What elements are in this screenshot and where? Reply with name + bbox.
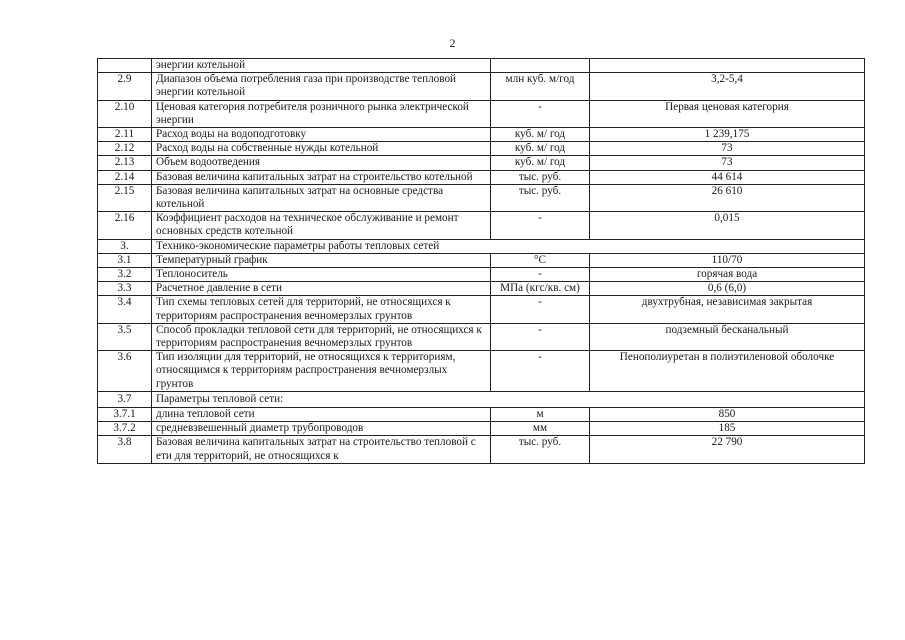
row-value: 0,015 — [590, 212, 865, 239]
row-parameter: Теплоноситель — [152, 268, 491, 282]
row-parameter: Расход воды на водоподготовку — [152, 128, 491, 142]
page-number: 2 — [449, 36, 456, 50]
row-number: 2.13 — [98, 156, 152, 170]
row-parameter: Расход воды на собственные нужды котельной — [152, 142, 491, 156]
row-parameter: Базовая величина капитальных затрат на строительство котельной — [152, 170, 491, 184]
row-value: 0,6 (6,0) — [590, 282, 865, 296]
row-number: 3.6 — [98, 351, 152, 392]
table-row — [98, 408, 865, 422]
row-unit: - — [491, 296, 590, 323]
row-unit: куб. м/ год — [491, 142, 590, 156]
row-number: 2.12 — [98, 142, 152, 156]
row-unit: куб. м/ год — [491, 128, 590, 142]
row-value: 73 — [590, 156, 865, 170]
parameters-table — [97, 58, 865, 464]
section-heading: Технико-экономические параметры работы тепловых сетей — [152, 239, 865, 253]
row-value: Первая ценовая категория — [590, 100, 865, 127]
table-row — [98, 170, 865, 184]
row-unit: °С — [491, 253, 590, 267]
row-parameter: Температурный график — [152, 253, 491, 267]
row-parameter: энергии котельной — [152, 59, 491, 73]
row-unit: тыс. руб. — [491, 170, 590, 184]
row-value: 185 — [590, 422, 865, 436]
row-value: 3,2-5,4 — [590, 73, 865, 100]
table-row — [98, 156, 865, 170]
row-value: 22 790 — [590, 436, 865, 463]
table-row — [98, 184, 865, 211]
row-parameter: Диапазон объема потребления газа при производстве тепловой энергии котельной — [152, 73, 491, 100]
row-unit: тыс. руб. — [491, 184, 590, 211]
row-number: 2.16 — [98, 212, 152, 239]
row-unit: млн куб. м/год — [491, 73, 590, 100]
table-row — [98, 323, 865, 350]
group-heading-row — [98, 391, 865, 407]
table-row — [98, 253, 865, 267]
row-parameter: длина тепловой сети — [152, 408, 491, 422]
row-number: 3.7.1 — [98, 408, 152, 422]
row-parameter: Базовая величина капитальных затрат на основные средства котельной — [152, 184, 491, 211]
row-parameter: Базовая величина капитальных затрат на строительство тепловой с ети для территорий, не относящихся к — [152, 436, 491, 463]
row-number: 2.15 — [98, 184, 152, 211]
table-row — [98, 142, 865, 156]
row-parameter: Коэффициент расходов на техническое обслуживание и ремонт основных средств котельной — [152, 212, 491, 239]
row-number: 2.11 — [98, 128, 152, 142]
row-number — [98, 59, 152, 73]
row-number: 2.10 — [98, 100, 152, 127]
row-number: 3.2 — [98, 268, 152, 282]
row-unit: МПа (кгс/кв. см) — [491, 282, 590, 296]
row-unit: - — [491, 212, 590, 239]
row-value: 110/70 — [590, 253, 865, 267]
table-row — [98, 128, 865, 142]
row-unit: куб. м/ год — [491, 156, 590, 170]
row-unit: тыс. руб. — [491, 436, 590, 463]
row-unit: - — [491, 100, 590, 127]
row-number: 3.1 — [98, 253, 152, 267]
row-number: 3.3 — [98, 282, 152, 296]
row-unit: - — [491, 351, 590, 392]
row-number: 2.14 — [98, 170, 152, 184]
table-row — [98, 100, 865, 127]
row-parameter: средневзвешенный диаметр трубопроводов — [152, 422, 491, 436]
row-unit: мм — [491, 422, 590, 436]
row-value: 73 — [590, 142, 865, 156]
row-unit: м — [491, 408, 590, 422]
row-value: горячая вода — [590, 268, 865, 282]
section-heading-row — [98, 239, 865, 253]
row-number: 2.9 — [98, 73, 152, 100]
row-value — [590, 59, 865, 73]
table-row — [98, 59, 865, 73]
table-row — [98, 212, 865, 239]
row-value: 1 239,175 — [590, 128, 865, 142]
row-value: двухтрубная, независимая закрытая — [590, 296, 865, 323]
row-parameter: Способ прокладки тепловой сети для территорий, не относящихся к территориям распространения вечномерзлых грунтов — [152, 323, 491, 350]
row-unit — [491, 59, 590, 73]
row-parameter: Расчетное давление в сети — [152, 282, 491, 296]
row-parameter: Тип изоляции для территорий, не относящихся к территориям, относящимся к территориям распространения вечномерзлых грунтов — [152, 351, 491, 392]
table-row — [98, 73, 865, 100]
row-value: Пенополиуретан в полиэтиленовой оболочке — [590, 351, 865, 392]
row-unit: - — [491, 323, 590, 350]
row-number: 3.7 — [98, 391, 152, 407]
row-number: 3.4 — [98, 296, 152, 323]
table-row — [98, 436, 865, 463]
group-heading: Параметры тепловой сети: — [152, 391, 865, 407]
table-row — [98, 282, 865, 296]
row-parameter: Ценовая категория потребителя розничного рынка электрической энергии — [152, 100, 491, 127]
table-row — [98, 268, 865, 282]
table-row — [98, 296, 865, 323]
row-number: 3. — [98, 239, 152, 253]
row-value: 850 — [590, 408, 865, 422]
table-row — [98, 422, 865, 436]
row-parameter: Тип схемы тепловых сетей для территорий, не относящихся к территориям распространения вечномерзлых грунтов — [152, 296, 491, 323]
row-value: подземный бесканальный — [590, 323, 865, 350]
row-parameter: Объем водоотведения — [152, 156, 491, 170]
row-unit: - — [491, 268, 590, 282]
table-row — [98, 351, 865, 392]
row-number: 3.5 — [98, 323, 152, 350]
row-value: 44 614 — [590, 170, 865, 184]
row-number: 3.8 — [98, 436, 152, 463]
row-value: 26 610 — [590, 184, 865, 211]
row-number: 3.7.2 — [98, 422, 152, 436]
